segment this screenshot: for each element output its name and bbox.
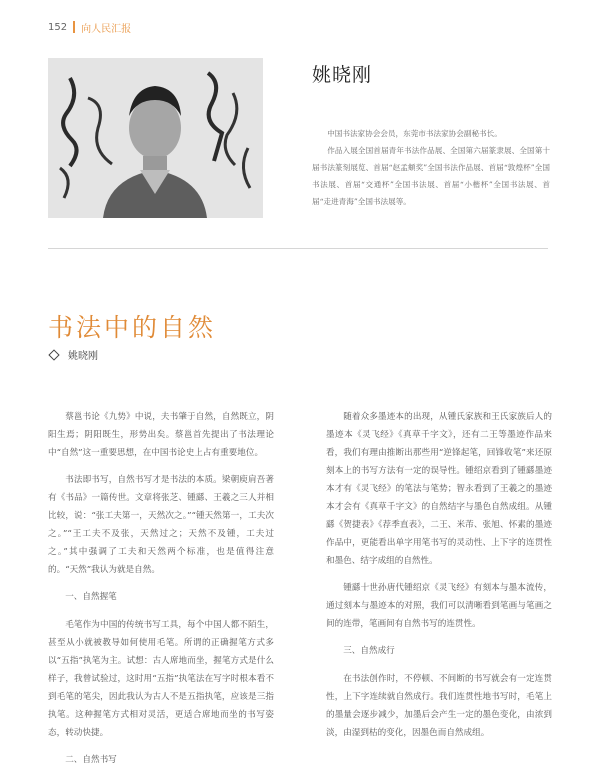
bio-paragraph: 作品入展全国首届青年书法作品展、全国第六届篆隶展、全国第十届书法篆刻展览、首届“赵孟頫奖”全国书法作品展、首届“敦煌杯”全国书法展、首届“交通杯”全国书法展、首届“小楷杯”全国书法展、首届“走进青海”全国书法展等。 [312,146,550,206]
author-name: 姚晓刚 [312,64,373,86]
body-paragraph: 在书法创作时，不停顿、不间断的书写就会有一定连贯性，上下字连续就自然成行。我们连贯性地书写时，毛笔上的墨量会逐步减少，加墨后会产生一定的墨色变化，由浓到淡，由湿到枯的变化，因墨色而自然成组。 [326,674,552,738]
page-header [48,18,131,36]
body-paragraph: 随着众多墨迹本的出现，从锺氏家族和王氏家族后人的墨迹本《灵飞经》《真草千字文》，还有二王等墨迹作品来看，我们有理由推断出那些用“逆锋起笔，回锋收笔”来还原刻本上的书写方法有一定的误导性。锺绍京看到了锺繇墨迹本才有《灵飞经》的笔法与笔势；智永看到了王羲之的墨迹本才会有《真草千字文》的自然结字与墨色自然成组。从锺繇《贺捷表》《荐季直表》，二王、米芾、张旭、怀素的墨迹作品中，更能看出单字用笔书写的灵动性、上下字的连贯性和墨色、结字成组的自然性。 [326,412,552,566]
author-portrait [48,58,263,218]
byline-author: 姚晓刚 [68,351,98,362]
article-right-column [326,408,552,751]
publication-name: 向人民汇报 [81,23,132,35]
section-heading: 三、自然成行 [343,646,395,656]
bio-paragraph: 中国书法家协会会员，东莞市书法家协会副秘书长。 [327,129,502,138]
portrait-image [48,58,263,218]
author-bio [312,125,550,210]
body-paragraph: 蔡邕书论《九势》中说，夫书肇于自然，自然既立，阴阳生焉；阴阳既生，形势出矣。蔡邕首先提出了书法理论中“自然”这一重要思想，在中国书论史上占有重要地位。 [48,412,274,458]
section-heading: 一、自然握笔 [65,592,117,602]
diamond-icon [48,349,59,360]
section-heading: 二、自然书写 [65,755,117,765]
header-divider [73,21,75,33]
article-left-column [48,408,274,779]
body-paragraph: 书法即书写，自然书写才是书法的本质。梁朝庾肩吾著有《书品》一篇传世。文章将张芝、锺繇、王羲之三人并相比较，说：“张工夫第一，天然次之。”“锺天然第一，工夫次之。”“王工夫不及张，天然过之；天然不及锺，工夫过之。”其中强调了工夫和天然两个标准，也是值得注意的。“天然”我认为就是自然。 [48,475,274,575]
article-title: 书法中的自然 [48,313,217,342]
page-number: 152 [48,21,68,33]
body-paragraph: 锺繇十世孙唐代锺绍京《灵飞经》有刻本与墨本流传，通过刻本与墨迹本的对照，我们可以清晰看到笔画与笔画之间的连带，笔画间有自然书写的连贯性。 [326,583,552,629]
body-paragraph: 毛笔作为中国的传统书写工具，每个中国人都不陌生，甚至从小就被教导如何使用毛笔。所谓的正确握笔方式多以“五指”执笔为主。试想：古人席地而坐，握笔方式是什么样子，我曾试验过，这时用“五指”执笔法在写字时根本看不到毛笔的笔尖，因此我认为古人不是五指执笔，应该是三指执笔。这种握笔方式相对灵活，更适合席地而坐的书写姿态，转动快捷。 [48,620,274,738]
byline [48,347,98,362]
section-divider [48,248,548,249]
